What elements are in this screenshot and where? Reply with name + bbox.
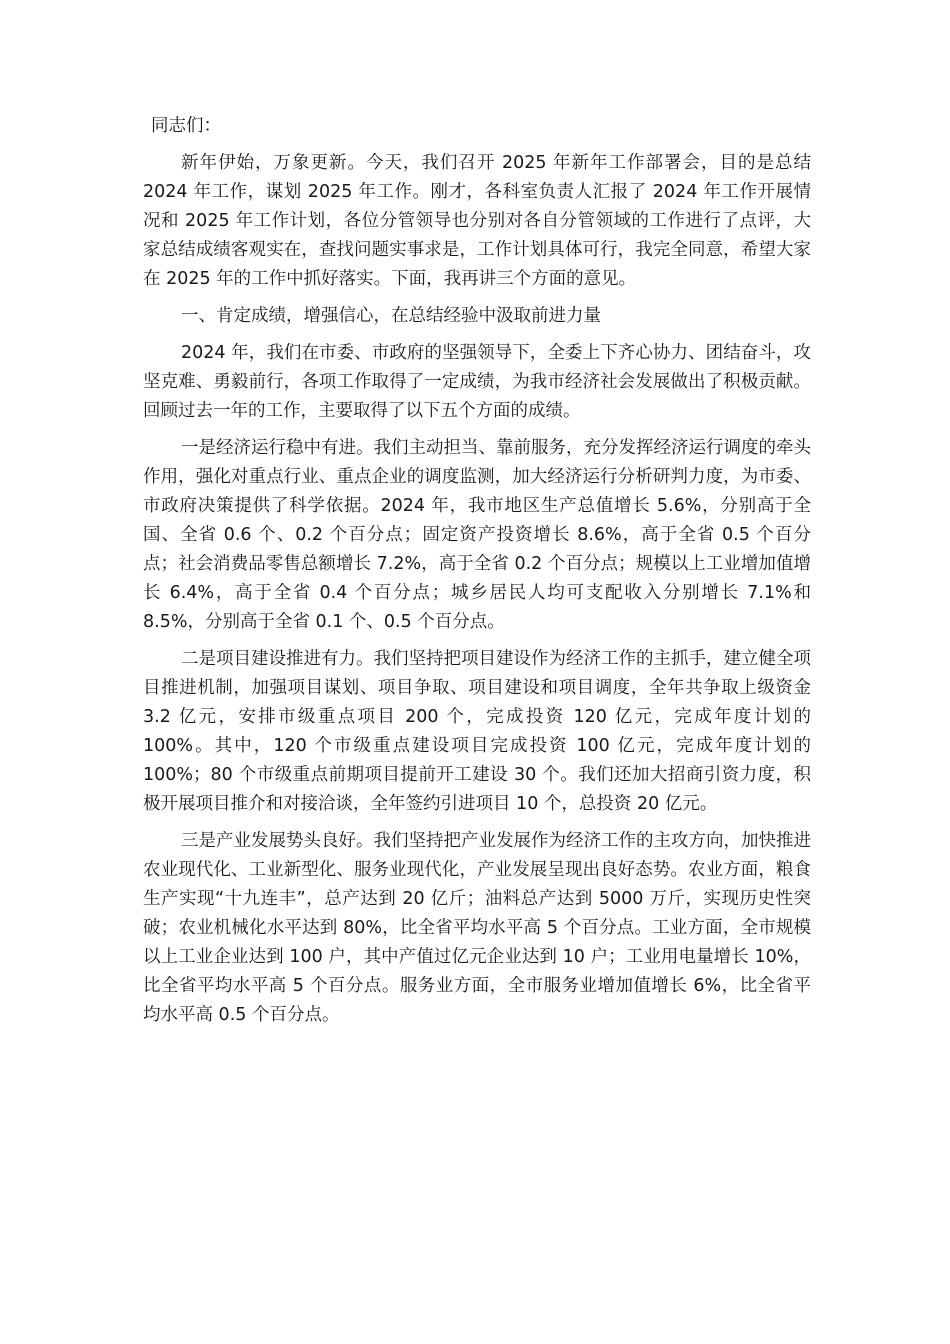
salutation: 同志们： (151, 116, 221, 136)
economy-paragraph: 一是经济运行稳中有进。我们主动担当、靠前服务，充分发挥经济运行调度的牵头作用，强化对重点行业、重点企业的调度监测，加大经济运行分析研判力度，为市委、市政府决策提供了科学依据。2024 年，我市地区生产总值增长 5.6%，分别高于全国、全省 0.6 个、0.2 个百分点；固定资产投资增长 8.6%，高于全省 0.5 个百分点；社会消费品零售总额增长 7.2%，高于全省 0.2 个百分点；规模以上工业增加值增长 6.4%，高于全省 0.4 个百分点；城乡居民人均可支配收入分别增长 7.1%和 8.5%，分别高于全省 0.1 个、0.5 个百分点。 (143, 438, 811, 632)
document-body (143, 112, 811, 1038)
industry-paragraph: 三是产业发展势头良好。我们坚持把产业发展作为经济工作的主攻方向，加快推进农业现代化、工业新型化、服务业现代化，产业发展呈现出良好态势。农业方面，粮食生产实现“十九连丰”，总产达到 20 亿斤；油料总产达到 5000 万斤，实现历史性突破；农业机械化水平达到 80%，比全省平均水平高 5 个百分点。工业方面，全市规模以上工业企业达到 100 户，其中产值过亿元企业达到 10 户；工业用电量增长 10%，比全省平均水平高 5 个百分点。服务业方面，全市服务业增加值增长 6%，比全省平均水平高 0.5 个百分点。 (143, 831, 811, 1025)
projects-paragraph: 二是项目建设推进有力。我们坚持把项目建设作为经济工作的主抓手，建立健全项目推进机制，加强项目谋划、项目争取、项目建设和项目调度，全年共争取上级资金 3.2 亿元，安排市级重点项目 200 个，完成投资 120 亿元，完成年度计划的 100%。其中，120 个市级重点建设项目完成投资 100 亿元，完成年度计划的 100%；80 个市级重点前期项目提前开工建设 30 个。我们还加大招商引资力度，积极开展项目推介和对接洽谈，全年签约引进项目 10 个，总投资 20 亿元。 (143, 649, 811, 814)
section-heading: 一、肯定成绩，增强信心，在总结经验中汲取前进力量 (181, 306, 601, 326)
summary-paragraph: 2024 年，我们在市委、市政府的坚强领导下，全委上下齐心协力、团结奋斗，攻坚克难、勇毅前行，各项工作取得了一定成绩，为我市经济社会发展做出了积极贡献。回顾过去一年的工作，主要取得了以下五个方面的成绩。 (143, 343, 811, 421)
intro-paragraph: 新年伊始，万象更新。今天，我们召开 2025 年新年工作部署会，目的是总结 2024 年工作，谋划 2025 年工作。刚才，各科室负责人汇报了 2024 年工作开展情况和 2025 年工作计划，各位分管领导也分别对各自分管领域的工作进行了点评，大家总结成绩客观实在，查找问题实事求是，工作计划具体可行，我完全同意，希望大家在 2025 年的工作中抓好落实。下面，我再讲三个方面的意见。 (143, 153, 811, 289)
